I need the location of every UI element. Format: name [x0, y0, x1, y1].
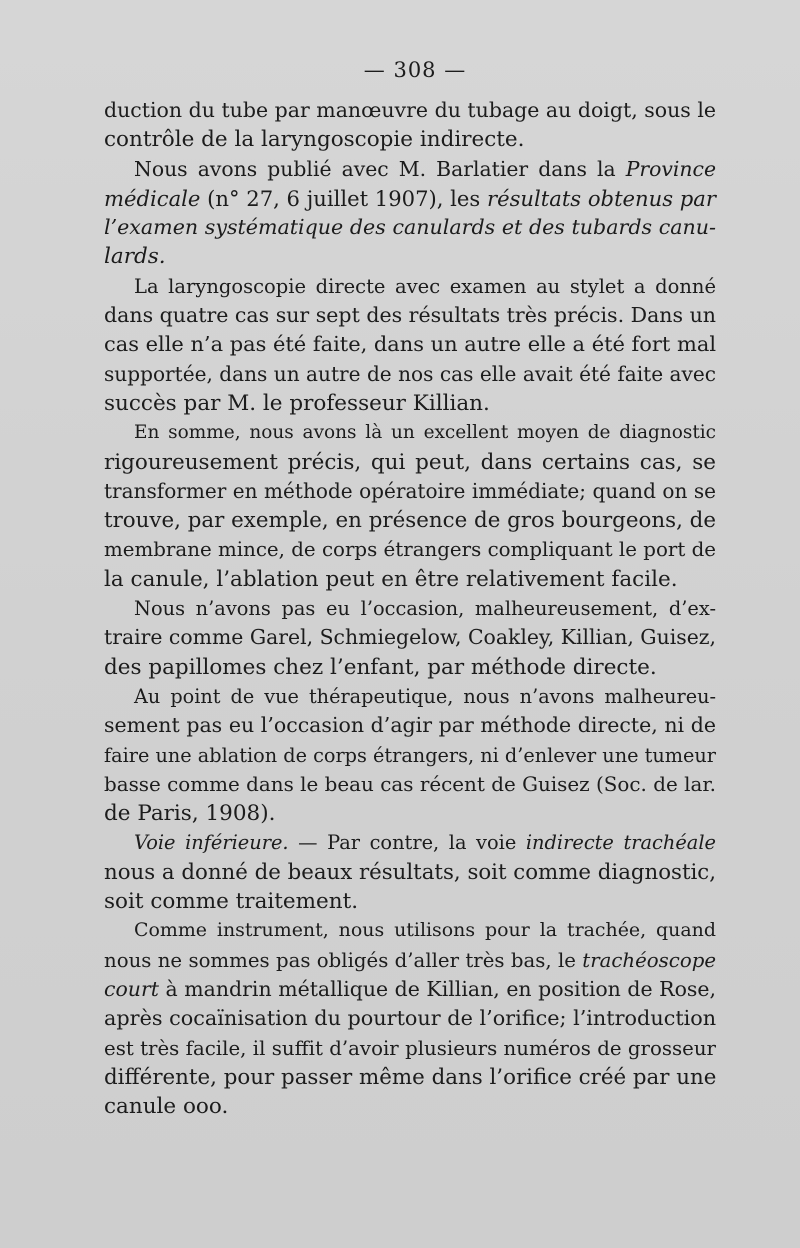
- text-line: Au point de vue thérapeutique, nous n’avons malheureu-: [134, 684, 716, 708]
- text-line: En somme, nous avons là un excellent moyen de diagnostic: [134, 422, 716, 444]
- italic-text: court: [104, 976, 159, 1001]
- text-line: dans quatre cas sur sept des résultats très précis. Dans un: [104, 303, 716, 328]
- text-line: transformer en méthode opératoire immédiate; quand on se: [104, 478, 716, 503]
- text-line: la canule, l’ablation peut en être relativement facile.: [104, 566, 678, 592]
- text-line: La laryngoscopie directe avec examen au stylet a donné: [134, 274, 716, 298]
- text-line: court à mandrin métallique de Killian, en position de Rose,: [104, 976, 716, 1001]
- text-line: [104, 242, 716, 271]
- page-number: — 308 —: [363, 58, 467, 82]
- text-line: nous a donné de beaux résultats, soit comme diagnostic,: [104, 859, 716, 885]
- text-line: [104, 213, 716, 242]
- italic-text: résultats obtenus par: [486, 185, 716, 211]
- text-line: rigoureusement précis, qui peut, dans certains cas, se: [104, 449, 716, 475]
- text-line: différente, pour passer même dans l’orifice créé par une: [104, 1064, 717, 1090]
- body-text: [104, 96, 716, 1121]
- text-line: de Paris, 1908).: [104, 801, 276, 827]
- text-line: supportée, dans un autre de nos cas elle avait été faite avec: [104, 361, 716, 386]
- text-line: est très facile, il suffit d’avoir plusieurs numéros de grosseur: [104, 1036, 716, 1060]
- text-line: médicale (n° 27, 6 juillet 1907), les résultats obtenus par: [104, 185, 716, 211]
- text-line: nous ne sommes pas obligés d’aller très bas, le trachéoscope: [104, 948, 716, 972]
- italic-text: Voie inférieure.: [134, 831, 289, 855]
- text-line: cas elle n’a pas été faite, dans un autre elle a été fort mal: [104, 332, 717, 357]
- text-line: soit comme traitement.: [104, 889, 359, 915]
- text-line: des papillomes chez l’enfant, par méthode directe.: [104, 654, 657, 680]
- text-line: canule ooo.: [104, 1094, 229, 1120]
- text-line: Nous n’avons pas eu l’occasion, malheureusement, d’ex-: [134, 597, 716, 621]
- text-line: Nous avons publié avec M. Barlatier dans la Province: [134, 156, 716, 181]
- italic-text: trachéoscope: [582, 948, 716, 972]
- text-line: après cocaïnisation du pourtour de l’orifice; l’introduction: [104, 1006, 717, 1031]
- text-line: traire comme Garel, Schmiegelow, Coakley, Killian, Guisez,: [104, 625, 716, 650]
- italic-text: médicale: [104, 185, 201, 211]
- text-line: membrane mince, de corps étrangers compliquant le port de: [104, 538, 716, 562]
- text-line: basse comme dans le beau cas récent de Guisez (Soc. de lar.: [104, 772, 716, 796]
- text-line: contrôle de la laryngoscopie indirecte.: [104, 127, 525, 153]
- italic-text: l’examen systématique des canulards et des tubards canu-: [104, 215, 716, 240]
- italic-text: lards.: [104, 244, 166, 270]
- italic-text: indirecte trachéale: [525, 831, 716, 855]
- text-line: duction du tube par manœuvre du tubage au doigt, sous le: [104, 98, 716, 122]
- italic-text: Province: [625, 156, 716, 181]
- text-line: Comme instrument, nous utilisons pour la trachée, quand: [134, 919, 716, 942]
- text-line: succès par M. le professeur Killian.: [104, 390, 490, 416]
- text-line: sement pas eu l’occasion d’agir par méthode directe, ni de: [104, 713, 716, 738]
- text-line: Voie inférieure. — Par contre, la voie indirecte trachéale: [134, 831, 716, 855]
- text-line: trouve, par exemple, en présence de gros bourgeons, de: [104, 508, 716, 534]
- text-line: faire une ablation de corps étrangers, ni d’enlever une tumeur: [104, 743, 716, 767]
